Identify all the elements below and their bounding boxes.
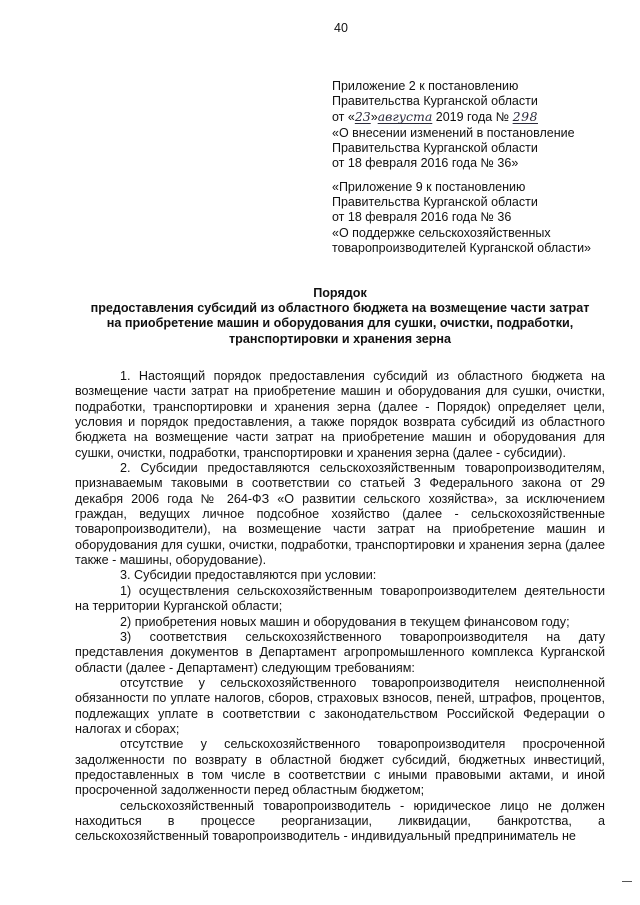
paragraph-3: 3. Субсидии предоставляются при условии: (120, 568, 377, 583)
paragraph-8: отсутствие у сельскохозяйственного товаропроизводителя просроченной задолженности по возврату в областной бюджет субсидий, бюджетных инвестиций, предоставленных в том числе в соответствии с иными правовыми актами, и иной просроченной задолженности перед областным бюджетом; (75, 737, 605, 798)
margin-mark (622, 881, 632, 882)
appendix-9-line-2: Правительства Курганской области (332, 195, 538, 210)
handwritten-decree-number: 298 (512, 109, 538, 125)
paragraph-7: отсутствие у сельскохозяйственного товаропроизводителя неисполненной обязанности по уплате налогов, сборов, страховых взносов, пеней, штрафов, процентов, подлежащих уплате в соответствии с законодательством Российской Федерации о налогах и сборах; (75, 675, 605, 736)
date-prefix: от « (332, 110, 355, 125)
appendix-9-header (332, 180, 632, 256)
paragraph-1: 1. Настоящий порядок предоставления субсидий из областного бюджета на возмещение части затрат на приобретение машин и оборудования для сушки, очистки, подработки, транспортировки и хранения зерна (далее - Порядок) определяет цели, условия и порядок предоставления, а также порядок возврата субсидий из областного бюджета на возмещение части затрат на приобретение машин и оборудования для сушки, очистки, подработки, транспортировки и хранения зерна (далее - субсидии). (75, 369, 605, 460)
title-line-4: транспортировки и хранения зерна (228, 331, 452, 346)
date-separator: » (370, 110, 378, 125)
appendix-2-header (332, 79, 632, 171)
document-body (75, 369, 605, 845)
paragraph-9: сельскохозяйственный товаропроизводитель - юридическое лицо не должен находиться в процессе реорганизации, ликвидации, банкротства, а сельскохозяйственный товаропроизводитель - индивидуальный предприниматель не (75, 798, 605, 844)
appendix-2-line-2: Правительства Курганской области (332, 94, 538, 109)
title-line-3: на приобретение машин и оборудования для сушки, очистки, подработки, (106, 316, 574, 331)
document-title (75, 286, 605, 347)
title-line-1: Порядок (313, 286, 367, 300)
appendix-2-line-4: «О внесении изменений в постановление (332, 125, 575, 140)
date-year-text: 2019 года № (432, 110, 513, 125)
appendix-2-date-line (332, 109, 632, 125)
appendix-9-line-1: «Приложение 9 к постановлению (332, 180, 526, 194)
page-number: 40 (334, 21, 348, 35)
appendix-2-line-1: Приложение 2 к постановлению (332, 79, 519, 93)
handwritten-month: августа (377, 109, 433, 125)
paragraph-2: 2. Субсидии предоставляются сельскохозяйственным товаропроизводителям, признаваемым таковыми в соответствии со статьей 3 Федерального закона от 29 декабря 2006 года № 264-ФЗ «О развитии сельского хозяйства», за исключением граждан, ведущих личное подсобное хозяйство (далее - сельскохозяйственные товаропроизводители), на возмещение части затрат на приобретение машин и оборудования для сушки, очистки, подработки, транспортировки и хранения зерна (далее также - машины, оборудование). (75, 461, 605, 568)
title-line-2: предоставления субсидий из областного бюджета на возмещение части затрат (90, 301, 590, 316)
appendix-2-line-6: от 18 февраля 2016 года № 36» (332, 156, 519, 171)
appendix-9-line-4: «О поддержке сельскохозяйственных (332, 225, 551, 240)
paragraph-5: 2) приобретения новых машин и оборудования в текущем финансовом году; (120, 614, 570, 629)
handwritten-day: 23 (354, 109, 371, 125)
appendix-9-line-5: товаропроизводителей Курганской области» (332, 240, 592, 255)
appendix-2-line-5: Правительства Курганской области (332, 140, 538, 155)
paragraph-4: 1) осуществления сельскохозяйственным товаропроизводителем деятельности на территории Курганской области; (75, 583, 605, 614)
appendix-9-line-3: от 18 февраля 2016 года № 36 (332, 210, 512, 225)
paragraph-6: 3) соответствия сельскохозяйственного товаропроизводителя на дату представления документов в Департамент агропромышленного комплекса Курганской области (далее - Департамент) следующим требованиям: (75, 629, 605, 675)
